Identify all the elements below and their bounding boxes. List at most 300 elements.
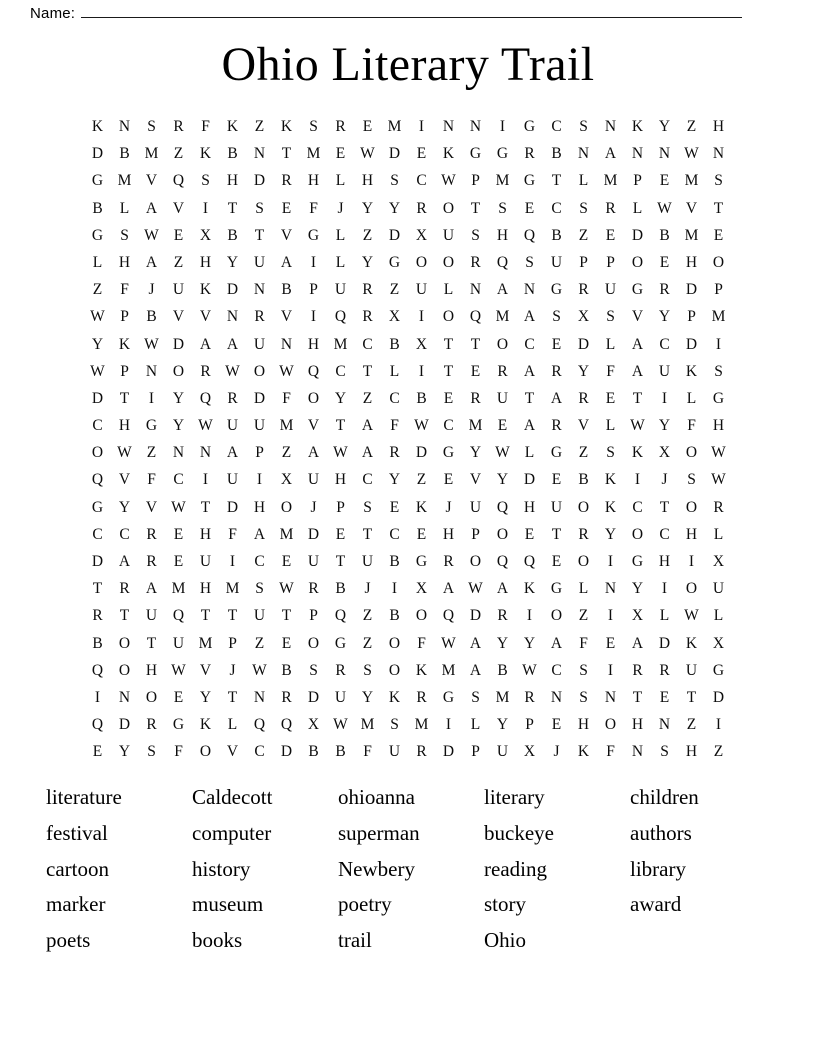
grid-letter[interactable]: R [416,743,427,761]
grid-letter[interactable]: R [524,688,535,706]
grid-letter[interactable]: T [524,389,535,407]
grid-letter[interactable]: H [658,553,671,570]
word-bank-item[interactable]: ohioanna [338,785,415,809]
grid-letter[interactable]: L [713,525,724,543]
grid-letter[interactable]: I [607,607,614,625]
grid-letter[interactable]: D [631,226,644,244]
word-bank-item[interactable]: Caldecott [192,785,273,809]
grid-letter[interactable]: R [173,118,184,135]
grid-letter[interactable]: S [147,743,156,761]
grid-letter[interactable]: O [685,580,698,598]
grid-letter[interactable]: Y [91,335,104,353]
grid-letter[interactable]: D [685,335,698,353]
grid-letter[interactable]: U [199,553,212,570]
grid-letter[interactable]: H [631,716,644,734]
grid-letter[interactable]: L [578,580,589,598]
grid-letter[interactable]: Z [362,607,373,625]
grid-letter[interactable]: M [171,580,186,598]
grid-letter[interactable]: O [496,525,509,543]
grid-letter[interactable]: Y [658,308,671,326]
grid-letter[interactable]: Y [172,417,185,435]
grid-letter[interactable]: S [147,118,156,135]
grid-letter[interactable]: A [631,335,644,353]
grid-letter[interactable]: X [415,226,428,244]
grid-letter[interactable]: I [148,389,155,407]
grid-letter[interactable]: I [499,118,506,135]
grid-letter[interactable]: Q [334,308,347,326]
grid-letter[interactable]: E [443,471,454,489]
word-bank-item[interactable]: festival [46,820,108,845]
grid-letter[interactable]: Z [173,253,184,271]
grid-letter[interactable]: B [497,661,508,679]
grid-letter[interactable]: S [498,199,507,217]
grid-letter[interactable]: W [711,444,726,462]
grid-letter[interactable]: R [551,362,562,380]
grid-letter[interactable]: I [688,553,695,570]
grid-letter[interactable]: W [90,308,105,326]
grid-letter[interactable]: E [335,525,346,543]
grid-letter[interactable]: U [388,743,401,761]
grid-letter[interactable]: A [550,634,563,652]
grid-letter[interactable]: O [469,553,482,570]
grid-letter[interactable]: U [253,417,266,435]
grid-letter[interactable]: S [552,308,561,326]
grid-letter[interactable]: U [172,281,185,299]
grid-letter[interactable]: D [118,716,131,734]
grid-letter[interactable]: S [579,688,588,706]
grid-letter[interactable]: S [255,199,264,217]
grid-letter[interactable]: J [364,580,371,598]
grid-letter[interactable]: S [687,471,696,489]
grid-letter[interactable]: P [228,634,237,652]
grid-letter[interactable]: O [199,743,212,761]
grid-letter[interactable]: C [92,525,103,543]
word-bank-item[interactable]: award [630,892,682,917]
grid-letter[interactable]: R [200,362,211,380]
grid-letter[interactable]: N [145,362,158,380]
grid-letter[interactable]: O [253,362,266,380]
grid-letter[interactable]: R [335,661,346,679]
grid-letter[interactable]: W [225,362,240,380]
grid-letter[interactable]: W [441,172,456,190]
grid-letter[interactable]: P [579,253,588,271]
grid-letter[interactable]: Z [686,118,697,135]
grid-letter[interactable]: T [470,335,481,353]
grid-letter[interactable]: C [659,335,670,353]
grid-letter[interactable]: R [92,607,103,625]
grid-letter[interactable]: M [279,417,294,435]
grid-letter[interactable]: E [173,525,184,543]
grid-letter[interactable]: X [523,743,536,761]
word-bank-item[interactable]: authors [630,820,692,845]
grid-letter[interactable]: R [497,362,508,380]
grid-letter[interactable]: N [118,118,131,135]
grid-letter[interactable]: F [228,525,237,543]
grid-letter[interactable]: R [578,281,589,299]
grid-letter[interactable]: W [333,716,348,734]
grid-letter[interactable]: U [307,471,320,489]
grid-letter[interactable]: S [471,688,480,706]
grid-letter[interactable]: Y [361,253,374,271]
grid-letter[interactable]: N [226,308,239,326]
grid-letter[interactable]: O [118,634,131,652]
grid-letter[interactable]: A [523,417,536,435]
word-bank-item[interactable]: history [192,856,251,881]
grid-letter[interactable]: D [91,553,104,570]
grid-letter[interactable]: T [443,335,454,353]
grid-letter[interactable]: D [91,145,104,163]
grid-letter[interactable]: R [362,308,373,326]
grid-letter[interactable]: T [227,688,238,706]
grid-letter[interactable]: Y [631,580,644,598]
grid-letter[interactable]: K [523,580,536,598]
grid-letter[interactable]: B [389,335,400,353]
word-search-grid[interactable] [84,113,732,766]
grid-letter[interactable]: D [577,335,590,353]
word-bank-item[interactable]: cartoon [46,856,109,881]
grid-letter[interactable]: L [389,362,400,380]
grid-letter[interactable]: H [361,172,374,190]
grid-letter[interactable]: T [362,525,373,543]
grid-letter[interactable]: S [363,498,372,516]
grid-letter[interactable]: P [120,362,129,380]
grid-letter[interactable]: C [443,417,454,435]
grid-letter[interactable]: E [281,553,292,570]
grid-letter[interactable]: N [604,580,617,598]
grid-letter[interactable]: E [416,525,427,543]
grid-letter[interactable]: E [605,389,616,407]
grid-letter[interactable]: G [631,553,644,570]
grid-letter[interactable]: V [631,308,644,326]
grid-letter[interactable]: A [361,417,374,435]
grid-letter[interactable]: W [90,362,105,380]
grid-letter[interactable]: N [118,688,131,706]
grid-letter[interactable]: W [414,417,429,435]
grid-letter[interactable]: W [144,226,159,244]
grid-letter[interactable]: K [280,118,293,135]
grid-letter[interactable]: U [550,253,563,271]
grid-letter[interactable]: N [550,688,563,706]
grid-letter[interactable]: R [281,172,292,190]
grid-letter[interactable]: O [415,253,428,271]
grid-letter[interactable]: B [551,226,562,244]
grid-letter[interactable]: B [227,145,238,163]
grid-letter[interactable]: R [362,281,373,299]
grid-letter[interactable]: Q [334,607,347,625]
grid-letter[interactable]: C [416,172,427,190]
grid-letter[interactable]: X [577,308,590,326]
grid-letter[interactable]: N [658,145,671,163]
grid-letter[interactable]: C [551,661,562,679]
grid-letter[interactable]: A [307,444,320,462]
grid-letter[interactable]: T [200,607,211,625]
grid-letter[interactable]: U [307,553,320,570]
grid-letter[interactable]: R [146,716,157,734]
grid-letter[interactable]: T [686,688,697,706]
grid-letter[interactable]: A [469,634,482,652]
grid-letter[interactable]: P [471,743,480,761]
grid-letter[interactable]: O [604,716,617,734]
grid-letter[interactable]: Y [469,444,482,462]
grid-letter[interactable]: A [280,253,293,271]
grid-letter[interactable]: X [712,553,725,570]
grid-letter[interactable]: O [685,444,698,462]
grid-letter[interactable]: C [551,118,562,135]
grid-letter[interactable]: S [714,172,723,190]
grid-letter[interactable]: N [631,743,644,761]
grid-letter[interactable]: Q [496,253,509,271]
grid-letter[interactable]: N [253,688,266,706]
grid-letter[interactable]: C [389,525,400,543]
grid-letter[interactable]: E [173,688,184,706]
grid-letter[interactable]: X [307,716,320,734]
grid-letter[interactable]: P [687,308,696,326]
grid-letter[interactable]: V [118,471,131,489]
grid-letter[interactable]: I [256,471,263,489]
grid-letter[interactable]: F [120,281,129,299]
grid-letter[interactable]: W [657,199,672,217]
grid-letter[interactable]: A [523,362,536,380]
grid-letter[interactable]: M [117,172,132,190]
grid-letter[interactable]: Z [173,145,184,163]
grid-letter[interactable]: G [550,444,563,462]
grid-letter[interactable]: E [281,199,292,217]
grid-letter[interactable]: D [712,688,725,706]
grid-letter[interactable]: G [91,498,104,516]
word-bank-item[interactable]: computer [192,820,272,845]
grid-letter[interactable]: U [658,362,671,380]
grid-letter[interactable]: I [418,308,425,326]
grid-letter[interactable]: N [280,335,293,353]
grid-letter[interactable]: M [279,525,294,543]
grid-letter[interactable]: E [551,553,562,570]
word-bank-item[interactable]: library [630,856,686,881]
grid-letter[interactable]: Z [416,471,427,489]
grid-letter[interactable]: T [443,362,454,380]
grid-letter[interactable]: O [685,498,698,516]
grid-letter[interactable]: Q [442,607,455,625]
word-bank-item[interactable]: literary [484,785,545,809]
grid-letter[interactable]: K [631,118,644,135]
grid-letter[interactable]: Z [389,281,400,299]
grid-letter[interactable]: Y [388,199,401,217]
grid-letter[interactable]: Q [307,362,320,380]
grid-letter[interactable]: G [91,226,104,244]
grid-letter[interactable]: T [551,525,562,543]
grid-letter[interactable]: K [199,716,212,734]
grid-letter[interactable]: R [659,281,670,299]
grid-letter[interactable]: H [523,498,536,516]
grid-letter[interactable]: M [495,688,510,706]
grid-letter[interactable]: A [631,634,644,652]
grid-letter[interactable]: Z [362,634,373,652]
grid-letter[interactable]: H [685,525,698,543]
grid-letter[interactable]: R [146,525,157,543]
grid-letter[interactable]: J [337,199,344,217]
grid-letter[interactable]: Y [658,118,671,135]
grid-letter[interactable]: L [605,417,616,435]
grid-letter[interactable]: D [307,525,320,543]
grid-letter[interactable]: W [522,661,537,679]
grid-letter[interactable]: K [604,498,617,516]
grid-letter[interactable]: L [92,253,103,271]
grid-letter[interactable]: L [659,607,670,625]
grid-letter[interactable]: E [335,145,346,163]
grid-letter[interactable]: O [91,444,104,462]
grid-letter[interactable]: J [148,281,155,299]
name-input-line[interactable] [81,4,742,18]
grid-letter[interactable]: R [119,580,130,598]
grid-letter[interactable]: U [334,688,347,706]
grid-letter[interactable]: Y [334,389,347,407]
word-bank-item[interactable]: trail [338,928,372,953]
grid-letter[interactable]: D [685,281,698,299]
grid-letter[interactable]: P [633,172,642,190]
grid-letter[interactable]: Z [254,634,265,652]
word-bank-item[interactable]: children [630,785,699,809]
grid-letter[interactable]: U [145,607,158,625]
word-bank-item[interactable]: poetry [338,892,392,917]
grid-letter[interactable]: F [390,417,399,435]
grid-letter[interactable]: U [442,226,455,244]
grid-letter[interactable]: O [550,607,563,625]
grid-letter[interactable]: S [606,308,615,326]
grid-letter[interactable]: O [577,498,590,516]
grid-letter[interactable]: K [415,661,428,679]
grid-letter[interactable]: E [416,145,427,163]
grid-letter[interactable]: X [631,607,644,625]
grid-letter[interactable]: D [226,498,239,516]
grid-letter[interactable]: P [525,716,534,734]
grid-letter[interactable]: Q [253,716,266,734]
grid-letter[interactable]: H [199,580,212,598]
grid-letter[interactable]: H [307,172,320,190]
grid-letter[interactable]: K [118,335,131,353]
grid-letter[interactable]: O [307,389,320,407]
grid-letter[interactable]: M [414,716,429,734]
grid-letter[interactable]: G [469,145,482,163]
grid-letter[interactable]: W [468,580,483,598]
grid-letter[interactable]: V [145,172,158,190]
grid-letter[interactable]: H [199,253,212,271]
grid-letter[interactable]: Y [658,417,671,435]
grid-letter[interactable]: Q [280,716,293,734]
grid-letter[interactable]: C [524,335,535,353]
grid-letter[interactable]: N [712,145,725,163]
grid-letter[interactable]: Z [578,444,589,462]
grid-letter[interactable]: R [254,308,265,326]
grid-letter[interactable]: Y [523,634,536,652]
grid-letter[interactable]: T [470,199,481,217]
grid-letter[interactable]: W [360,145,375,163]
grid-letter[interactable]: S [309,661,318,679]
grid-letter[interactable]: A [226,444,239,462]
grid-letter[interactable]: T [146,634,157,652]
grid-letter[interactable]: O [280,498,293,516]
grid-letter[interactable]: O [307,634,320,652]
grid-letter[interactable]: K [442,145,455,163]
grid-letter[interactable]: Z [146,444,157,462]
grid-letter[interactable]: G [712,389,725,407]
grid-letter[interactable]: W [117,444,132,462]
grid-letter[interactable]: U [226,471,239,489]
grid-letter[interactable]: Z [92,281,103,299]
grid-letter[interactable]: G [523,118,536,135]
grid-letter[interactable]: S [606,444,615,462]
grid-letter[interactable]: T [362,362,373,380]
grid-letter[interactable]: D [253,172,266,190]
grid-letter[interactable]: C [362,471,373,489]
grid-letter[interactable]: V [685,199,698,217]
grid-letter[interactable]: K [685,634,698,652]
grid-letter[interactable]: Z [362,389,373,407]
grid-letter[interactable]: X [415,335,428,353]
grid-letter[interactable]: Y [388,471,401,489]
grid-letter[interactable]: R [713,498,724,516]
grid-letter[interactable]: W [711,471,726,489]
grid-letter[interactable]: Z [254,118,265,135]
grid-letter[interactable]: E [524,525,535,543]
grid-letter[interactable]: J [310,498,317,516]
grid-letter[interactable]: A [604,145,617,163]
grid-letter[interactable]: R [389,444,400,462]
grid-letter[interactable]: S [363,661,372,679]
grid-letter[interactable]: L [470,716,481,734]
grid-letter[interactable]: T [200,498,211,516]
grid-letter[interactable]: G [550,281,563,299]
word-bank-item[interactable]: books [192,928,243,953]
grid-letter[interactable]: G [496,145,509,163]
grid-letter[interactable]: M [360,716,375,734]
grid-letter[interactable]: L [713,607,724,625]
grid-letter[interactable]: C [335,362,346,380]
grid-letter[interactable]: D [523,471,536,489]
word-bank-item[interactable]: buckeye [484,820,554,845]
grid-letter[interactable]: C [362,335,373,353]
grid-letter[interactable]: N [469,118,482,135]
grid-letter[interactable]: W [252,661,267,679]
grid-letter[interactable]: V [226,743,239,761]
grid-letter[interactable]: G [442,444,455,462]
grid-letter[interactable]: U [496,743,509,761]
grid-letter[interactable]: X [658,444,671,462]
grid-letter[interactable]: J [445,498,452,516]
grid-letter[interactable]: T [659,498,670,516]
grid-letter[interactable]: D [307,688,320,706]
grid-letter[interactable]: L [227,716,238,734]
grid-letter[interactable]: O [172,362,185,380]
grid-letter[interactable]: G [712,661,725,679]
word-bank-item[interactable]: Newbery [338,856,415,881]
grid-letter[interactable]: P [471,525,480,543]
grid-letter[interactable]: T [632,389,643,407]
grid-letter[interactable]: F [309,199,318,217]
grid-letter[interactable]: I [418,362,425,380]
word-bank-item[interactable]: literature [46,785,122,809]
grid-letter[interactable]: O [577,553,590,570]
grid-letter[interactable]: A [550,389,563,407]
grid-letter[interactable]: P [714,281,723,299]
grid-letter[interactable]: B [578,471,589,489]
grid-letter[interactable]: D [469,607,482,625]
grid-letter[interactable]: W [495,444,510,462]
grid-letter[interactable]: H [712,417,725,435]
grid-letter[interactable]: C [389,389,400,407]
grid-letter[interactable]: F [579,634,588,652]
grid-letter[interactable]: H [118,417,131,435]
grid-letter[interactable]: E [605,634,616,652]
word-bank-item[interactable]: Ohio [484,928,526,953]
